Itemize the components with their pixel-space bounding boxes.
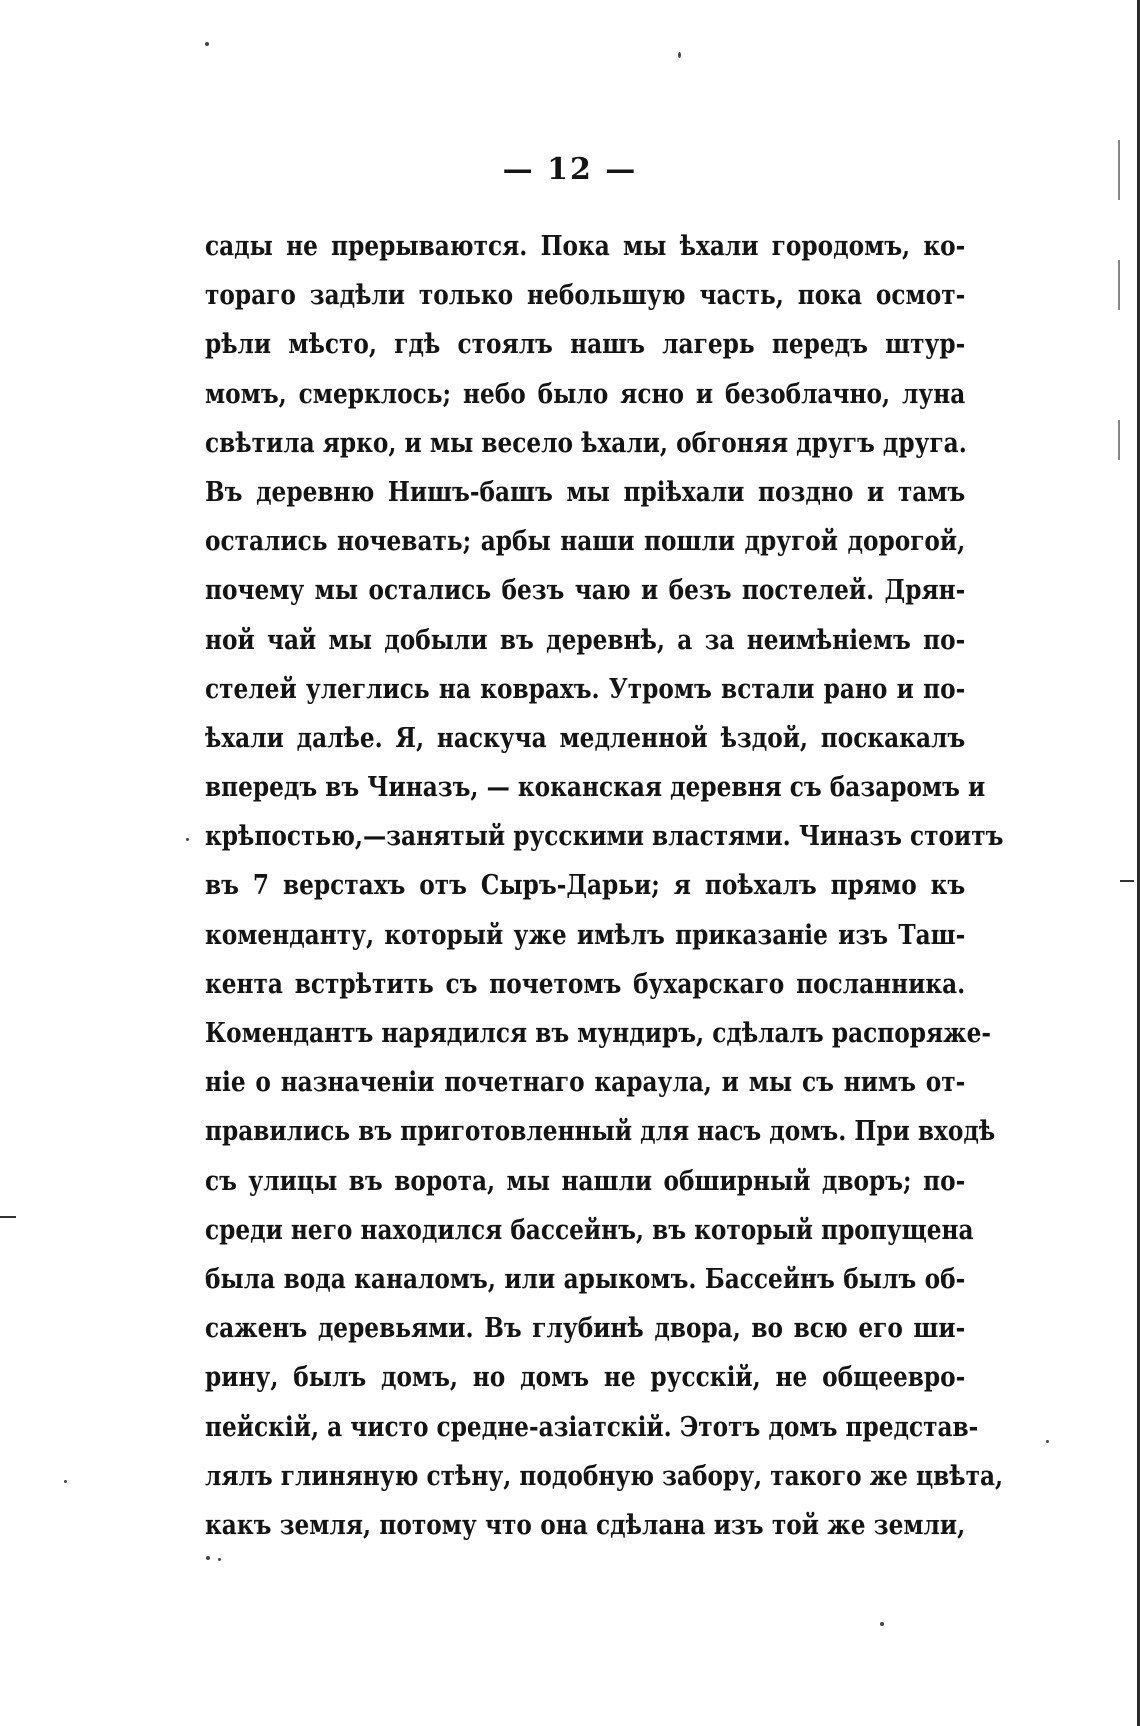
text-line: рину, былъ домъ, но домъ не русскій, не общеевро- xyxy=(205,1362,966,1394)
text-line: ѣхали далѣе. Я, наскуча медленной ѣздой, поскакалъ xyxy=(205,722,966,754)
scan-speck xyxy=(206,1556,210,1560)
text-line: Комендантъ нарядился въ мундиръ, сдѣлалъ распоряже- xyxy=(205,1018,991,1049)
scan-speck xyxy=(678,52,681,58)
text-line: пейскій, а чисто средне-азіатскій. Этотъ домъ представ- xyxy=(205,1411,979,1443)
scan-edge-mark xyxy=(1118,260,1120,310)
text-line: ной чай мы добыли въ деревнѣ, а за неимѣніемъ по- xyxy=(205,624,966,656)
text-line: остались ночевать; арбы наши пошли другой дорогой, xyxy=(205,526,966,558)
text-line: впередъ въ Чиназъ, — коканская деревня съ базаромъ и xyxy=(205,772,986,804)
text-line: лялъ глиняную стѣну, подобную забору, такого же цвѣта, xyxy=(205,1460,1004,1492)
text-line: Въ деревню Нишъ-башъ мы пріѣхали поздно и тамъ xyxy=(205,476,966,508)
text-line: тораго задѣли только небольшую часть, пока осмот- xyxy=(205,280,966,312)
text-line: кента встрѣтить съ почетомъ бухарскаго посланника. xyxy=(205,968,966,1000)
scan-speck xyxy=(218,1558,221,1561)
scan-speck xyxy=(186,838,189,841)
text-line: стелей улеглись на коврахъ. Утромъ встали рано и по- xyxy=(205,673,966,705)
text-line: коменданту, который уже имѣлъ приказаніе изъ Таш- xyxy=(205,919,966,951)
text-line: какъ земля, потому что она сдѣлана изъ той же земли, xyxy=(205,1509,966,1541)
scan-edge-mark xyxy=(1118,420,1120,460)
text-line: свѣтила ярко, и мы весело ѣхали, обгоняя другъ друга. xyxy=(205,427,967,459)
text-line: съ улицы въ ворота, мы нашли обширный дворъ; по- xyxy=(205,1165,966,1197)
scan-speck xyxy=(205,42,209,46)
text-line: почему мы остались безъ чаю и безъ постелей. Дрян- xyxy=(205,575,966,607)
scan-speck xyxy=(64,1480,67,1483)
text-line: саженъ деревьями. Въ глубинѣ двора, во всю его ши- xyxy=(205,1313,966,1345)
text-line: правились въ приготовленный для насъ домъ. При входѣ xyxy=(205,1116,996,1148)
page-number: — 12 — xyxy=(502,152,638,187)
text-line: ніе о назначеніи почетнаго караула, и мы съ нимъ от- xyxy=(205,1067,966,1099)
text-line: среди него находился бассейнъ, въ который пропущена xyxy=(205,1214,974,1246)
scan-edge-mark xyxy=(1120,880,1134,882)
text-line: была вода каналомъ, или арыкомъ. Бассейнъ былъ об- xyxy=(205,1263,966,1295)
text-line: крѣпостью,—занятый русскими властями. Чиназъ стоитъ xyxy=(205,821,1004,853)
text-line: въ 7 верстахъ отъ Сыръ-Дарьи; я поѣхалъ прямо къ xyxy=(205,870,966,902)
scan-speck xyxy=(1046,1440,1049,1443)
text-line: рѣли мѣсто, гдѣ стоялъ нашъ лагерь передъ штур- xyxy=(205,329,966,361)
text-line: момъ, смерклось; небо было ясно и безоблачно, луна xyxy=(205,378,966,410)
text-line: сады не прерываются. Пока мы ѣхали городомъ, ко- xyxy=(205,231,966,262)
scan-edge-mark xyxy=(0,1216,16,1218)
scan-speck xyxy=(880,1622,884,1626)
body-text xyxy=(205,222,1004,1550)
